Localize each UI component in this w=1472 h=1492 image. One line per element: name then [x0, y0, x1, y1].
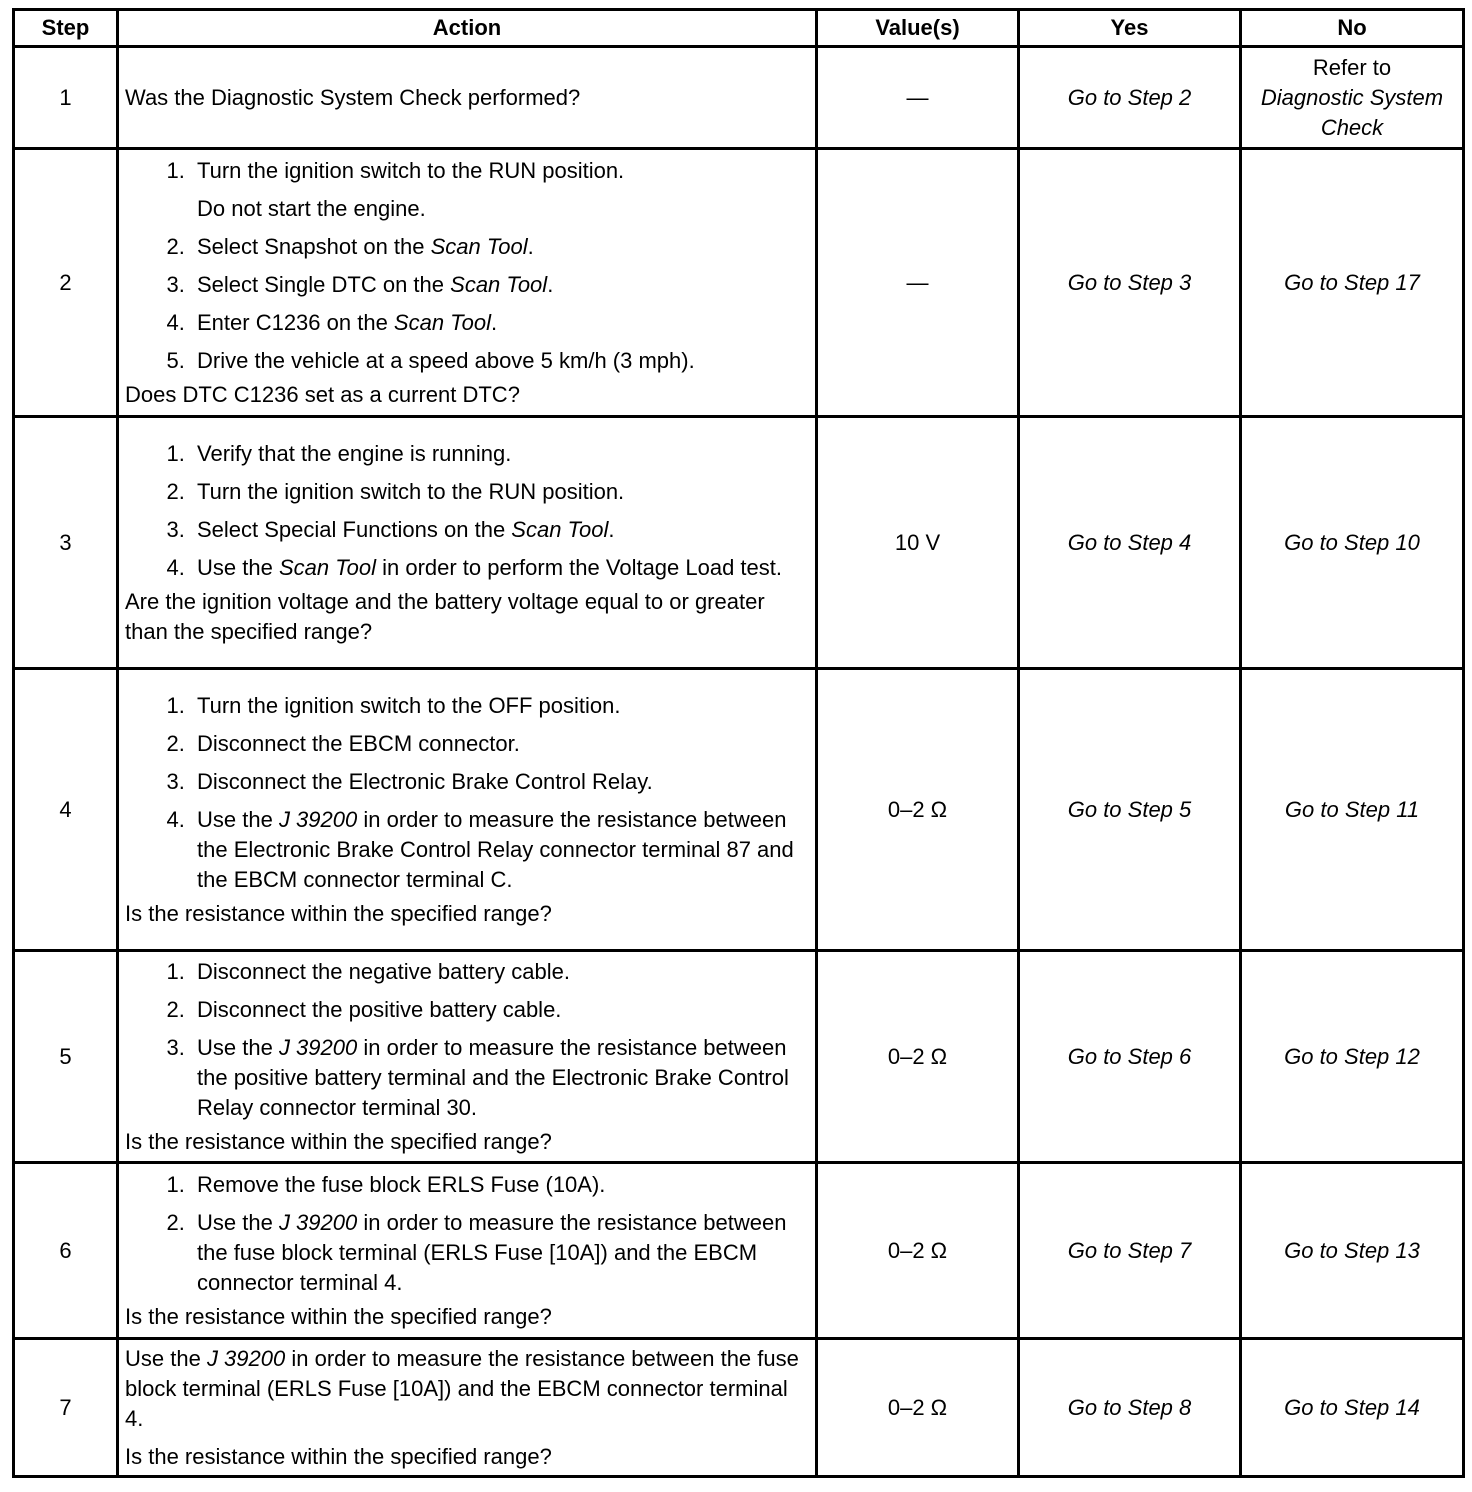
yes-cell: Go to Step 5	[1019, 669, 1241, 951]
action-cell	[118, 417, 817, 669]
no-refer-text: Refer to	[1312, 54, 1392, 80]
action-steps	[125, 1170, 809, 1298]
action-step: 1. Verify that the engine is running.	[191, 439, 809, 469]
step-number: 7	[14, 1339, 118, 1477]
action-step: 1. Remove the fuse block ERLS Fuse (10A).	[191, 1170, 809, 1200]
action-cell	[118, 1163, 817, 1339]
action-step: 2. Disconnect the positive battery cable.	[191, 995, 809, 1025]
no-cell: Go to Step 12	[1241, 951, 1464, 1163]
table-row	[14, 951, 1464, 1163]
action-step: 4. Use the J 39200 in order to measure the resistance between the Electronic Brake Control Relay connector terminal 87 and the EBCM connector terminal C.	[191, 805, 809, 895]
step-number: 5	[14, 951, 118, 1163]
yes-cell: Go to Step 2	[1019, 47, 1241, 149]
yes-cell: Go to Step 4	[1019, 417, 1241, 669]
action-step: 3. Select Special Functions on the Scan Tool.	[191, 515, 809, 545]
table-row	[14, 47, 1464, 149]
header-yes: Yes	[1019, 10, 1241, 47]
step-number: 1	[14, 47, 118, 149]
action-steps	[125, 156, 809, 376]
action-question: Is the resistance within the specified range?	[125, 1303, 552, 1329]
action-question: Is the resistance within the specified range?	[125, 1443, 552, 1469]
yes-cell: Go to Step 3	[1019, 149, 1241, 417]
action-instruction: Use the J 39200 in order to measure the resistance between the fuse block terminal (ERLS Fuse [10A]) and the EBCM connector terminal 4.	[125, 1345, 799, 1431]
action-step: 4. Use the Scan Tool in order to perform the Voltage Load test.	[191, 553, 809, 583]
value-cell: 0–2 Ω	[817, 951, 1019, 1163]
action-question: Was the Diagnostic System Check performed?	[125, 84, 581, 110]
yes-cell: Go to Step 7	[1019, 1163, 1241, 1339]
action-steps	[125, 957, 809, 1123]
action-cell	[118, 951, 817, 1163]
action-step: 2. Disconnect the EBCM connector.	[191, 729, 809, 759]
action-step: 1. Disconnect the negative battery cable.	[191, 957, 809, 987]
no-cell: Go to Step 11	[1241, 669, 1464, 951]
table-row	[14, 417, 1464, 669]
value-cell: —	[817, 47, 1019, 149]
no-cell: Go to Step 14	[1241, 1339, 1464, 1477]
table-row	[14, 669, 1464, 951]
yes-cell: Go to Step 6	[1019, 951, 1241, 1163]
no-cell: Go to Step 17	[1241, 149, 1464, 417]
action-question: Does DTC C1236 set as a current DTC?	[125, 381, 520, 407]
header-action: Action	[118, 10, 817, 47]
yes-cell: Go to Step 8	[1019, 1339, 1241, 1477]
no-cell: Go to Step 10	[1241, 417, 1464, 669]
action-step-note: Do not start the engine.	[197, 195, 426, 221]
action-step: 1. Turn the ignition switch to the RUN position. Do not start the engine.	[191, 156, 809, 224]
header-values: Value(s)	[817, 10, 1019, 47]
table-row	[14, 1339, 1464, 1477]
action-question: Is the resistance within the specified range?	[125, 900, 552, 926]
table-row	[14, 149, 1464, 417]
step-number: 6	[14, 1163, 118, 1339]
no-cell: Go to Step 13	[1241, 1163, 1464, 1339]
action-question: Is the resistance within the specified range?	[125, 1128, 552, 1154]
action-cell	[118, 669, 817, 951]
step-number: 2	[14, 149, 118, 417]
no-cell	[1241, 47, 1464, 149]
value-cell: 0–2 Ω	[817, 1163, 1019, 1339]
diagnostic-table	[12, 8, 1465, 1478]
action-cell	[118, 47, 817, 149]
action-step: 2. Use the J 39200 in order to measure the resistance between the fuse block terminal (ERLS Fuse [10A]) and the EBCM connector terminal 4.	[191, 1208, 809, 1298]
value-cell: —	[817, 149, 1019, 417]
value-cell: 0–2 Ω	[817, 669, 1019, 951]
table-row	[14, 1163, 1464, 1339]
action-step: 2. Turn the ignition switch to the RUN position.	[191, 477, 809, 507]
action-step: 1. Turn the ignition switch to the OFF position.	[191, 691, 809, 721]
action-cell	[118, 1339, 817, 1477]
action-question: Are the ignition voltage and the battery voltage equal to or greater than the specified range?	[125, 588, 765, 644]
header-no: No	[1241, 10, 1464, 47]
action-step: 3. Select Single DTC on the Scan Tool.	[191, 270, 809, 300]
action-steps	[125, 691, 809, 895]
step-number: 4	[14, 669, 118, 951]
header-row	[14, 10, 1464, 47]
step-number: 3	[14, 417, 118, 669]
value-cell: 0–2 Ω	[817, 1339, 1019, 1477]
action-step: 2. Select Snapshot on the Scan Tool.	[191, 232, 809, 262]
action-steps	[125, 439, 809, 583]
action-cell	[118, 149, 817, 417]
value-cell: 10 V	[817, 417, 1019, 669]
header-step: Step	[14, 10, 118, 47]
action-step: 5. Drive the vehicle at a speed above 5 km/h (3 mph).	[191, 346, 809, 376]
action-step: 4. Enter C1236 on the Scan Tool.	[191, 308, 809, 338]
action-step: 3. Disconnect the Electronic Brake Control Relay.	[191, 767, 809, 797]
no-refer-link: Diagnostic System Check	[1260, 84, 1444, 140]
action-step: 3. Use the J 39200 in order to measure the resistance between the positive battery terminal and the Electronic Brake Control Relay connector terminal 30.	[191, 1033, 809, 1123]
